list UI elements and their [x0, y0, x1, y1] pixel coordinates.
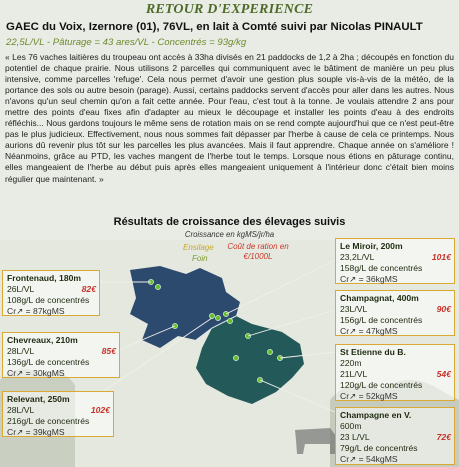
farm-production: 26L/VL [7, 284, 35, 294]
farm-name: Le Miroir [340, 241, 376, 251]
farm-production: 28L/VL [7, 346, 35, 356]
farm-production: 23,2L/VL [340, 252, 375, 262]
farm-card-st-etienne [335, 344, 455, 401]
legend-ensilage: Ensilage [183, 243, 214, 252]
farm-dot [155, 284, 160, 289]
farm-name: Champagne en V. [340, 410, 412, 420]
farm-name: Frontenaud [7, 273, 55, 283]
farm-growth: Cr↗ = 30kgMS [7, 368, 65, 378]
farm-concentrates: 120g/L de concentrés [340, 380, 423, 390]
farm-growth: Cr↗ = 87kgMS [7, 306, 65, 316]
farm-growth: Cr↗ = 52kgMS [340, 391, 398, 401]
page-title: RETOUR D'EXPERIENCE [145, 2, 314, 17]
farm-cost: 72€ [436, 432, 451, 442]
farm-concentrates: 79g/L de concentrés [340, 443, 418, 453]
results-title: Résultats de croissance des élevages suivis [113, 216, 346, 228]
farm-card-relevant: Relevant, 250m 28L/VL 102€ 216g/L de concentrés Cr↗ = 39kgMS [2, 391, 114, 437]
farm-altitude: 600m [340, 421, 362, 431]
farm-card-champagnat: Champagnat, 400m 23L/VL 90€ 156g/L de concentrés Cr↗ = 47kgMS [335, 290, 455, 336]
farm-concentrates: 158g/L de concentrés [340, 263, 423, 273]
farm-cost: 90€ [436, 304, 451, 314]
farm-name: Relevant [7, 394, 43, 404]
farm-altitude: 400m [396, 293, 419, 303]
article-subline: 22,5L/VL - Pâturage = 43 ares/VL - Concentrés = 93g/kg [6, 37, 247, 48]
farm-dot [209, 313, 214, 318]
farm-dot [233, 355, 238, 360]
farm-altitude: 200m [380, 241, 403, 251]
farm-altitude: 210m [55, 335, 78, 345]
farm-altitude: 250m [47, 394, 70, 404]
farm-production: 28L/VL [7, 405, 35, 415]
farm-name: Champagnat [340, 293, 393, 303]
farm-name: Chevreaux [7, 335, 51, 345]
farm-cost: 82€ [81, 284, 96, 294]
farm-production: 23 L/VL [340, 432, 370, 442]
article-headline: GAEC du Voix, Izernore (01), 76VL, en lait à Comté suivi par Nicolas PINAULT [6, 21, 423, 33]
farm-growth: Cr↗ = 54kgMS [340, 454, 398, 464]
farm-card-le-miroir: Le Miroir, 200m 23,2L/VL 101€ 158g/L de concentrés Cr↗ = 36kgMS [335, 238, 455, 284]
farm-production: 23L/VL [340, 304, 368, 314]
farm-cost: 101€ [431, 252, 451, 262]
farm-cost: 85€ [101, 346, 116, 356]
farm-cost: 102€ [90, 405, 110, 415]
farm-altitude: 180m [59, 273, 82, 283]
farm-concentrates: 136g/L de concentrés [7, 357, 90, 367]
farm-growth: Cr↗ = 39kgMS [7, 427, 65, 437]
farm-concentrates: 108g/L de concentrés [7, 295, 90, 305]
farm-dot [227, 318, 232, 323]
farm-altitude: 220m [340, 358, 362, 368]
legend-cost: Coût de ration en €/1000L [227, 242, 289, 261]
farm-card-chevreaux: Chevreaux, 210m 28L/VL 85€ 136g/L de concentrés Cr↗ = 30kgMS [2, 332, 120, 378]
farm-growth: Cr↗ = 36kgMS [340, 274, 398, 284]
farm-growth: Cr↗ = 47kgMS [340, 326, 398, 336]
results-subtitle: Croissance en kgMS/jr/ha [184, 230, 275, 239]
farm-cost: 54€ [436, 369, 451, 379]
legend-foin: Foin [192, 254, 208, 263]
farm-concentrates: 216g/L de concentrés [7, 416, 90, 426]
farm-card-champagne [335, 407, 455, 465]
farm-dot [267, 349, 272, 354]
article-body: « Les 76 vaches laitières du troupeau ont accès à 33ha divisés en 21 paddocks de 1,2 à 2ha ; découpés en fonction du potentiel de chaque prairie. Nous utilisons 2 parcelles qui communiquent avec le bâtiment de manière un peu plus intensive, comme parcelles 'refuge'. Cela nous permet d'avoir une gestion plus souple vis-à-vis de la météo, de la portance des sols ou autre besoin (parage). Aussi, certains paddocks servent d'accès pour aller dans les autres. Nous n'avons qu'un seul chemin qu'on a fait cette année. Pour l'eau, c'est tout à la tonne. Je voulais attendre 2 ans pour mettre des points d'eau fixes afin d'adapter au mieux le découpage et installer les points d'eau à des endroits réfléchis... Nous gardons toujours le même sens de rotation mais on se rend compte aujourd'hui que ce n'est peut-être pas le plus judicieux. Effectivement, nous nous sommes fait dépasser par l'herbe à cause de cela ce printemps. Nous aurions dû revenir plus tôt sur les parcelles les plus avancées. Mais il faut apprendre. Chaque année on s'améliore ! Néanmoins, grâce au PTD, les vaches mangent de l'herbe tout le temps. Lorsque nous étions en pâturage continu, elles mangeaient de l'herbe au début puis après elles mangeaient uniquement à l'intérieur donc c'était bien moins régulier que maintenant. » [5, 52, 454, 184]
farm-dot [215, 315, 220, 320]
farm-production: 21L/VL [340, 369, 368, 379]
farm-card-frontenaud: Frontenaud, 180m 26L/VL 82€ 108g/L de concentrés Cr↗ = 87kgMS [2, 270, 100, 316]
farm-concentrates: 156g/L de concentrés [340, 315, 423, 325]
farm-name: St Etienne du B. [340, 347, 406, 357]
